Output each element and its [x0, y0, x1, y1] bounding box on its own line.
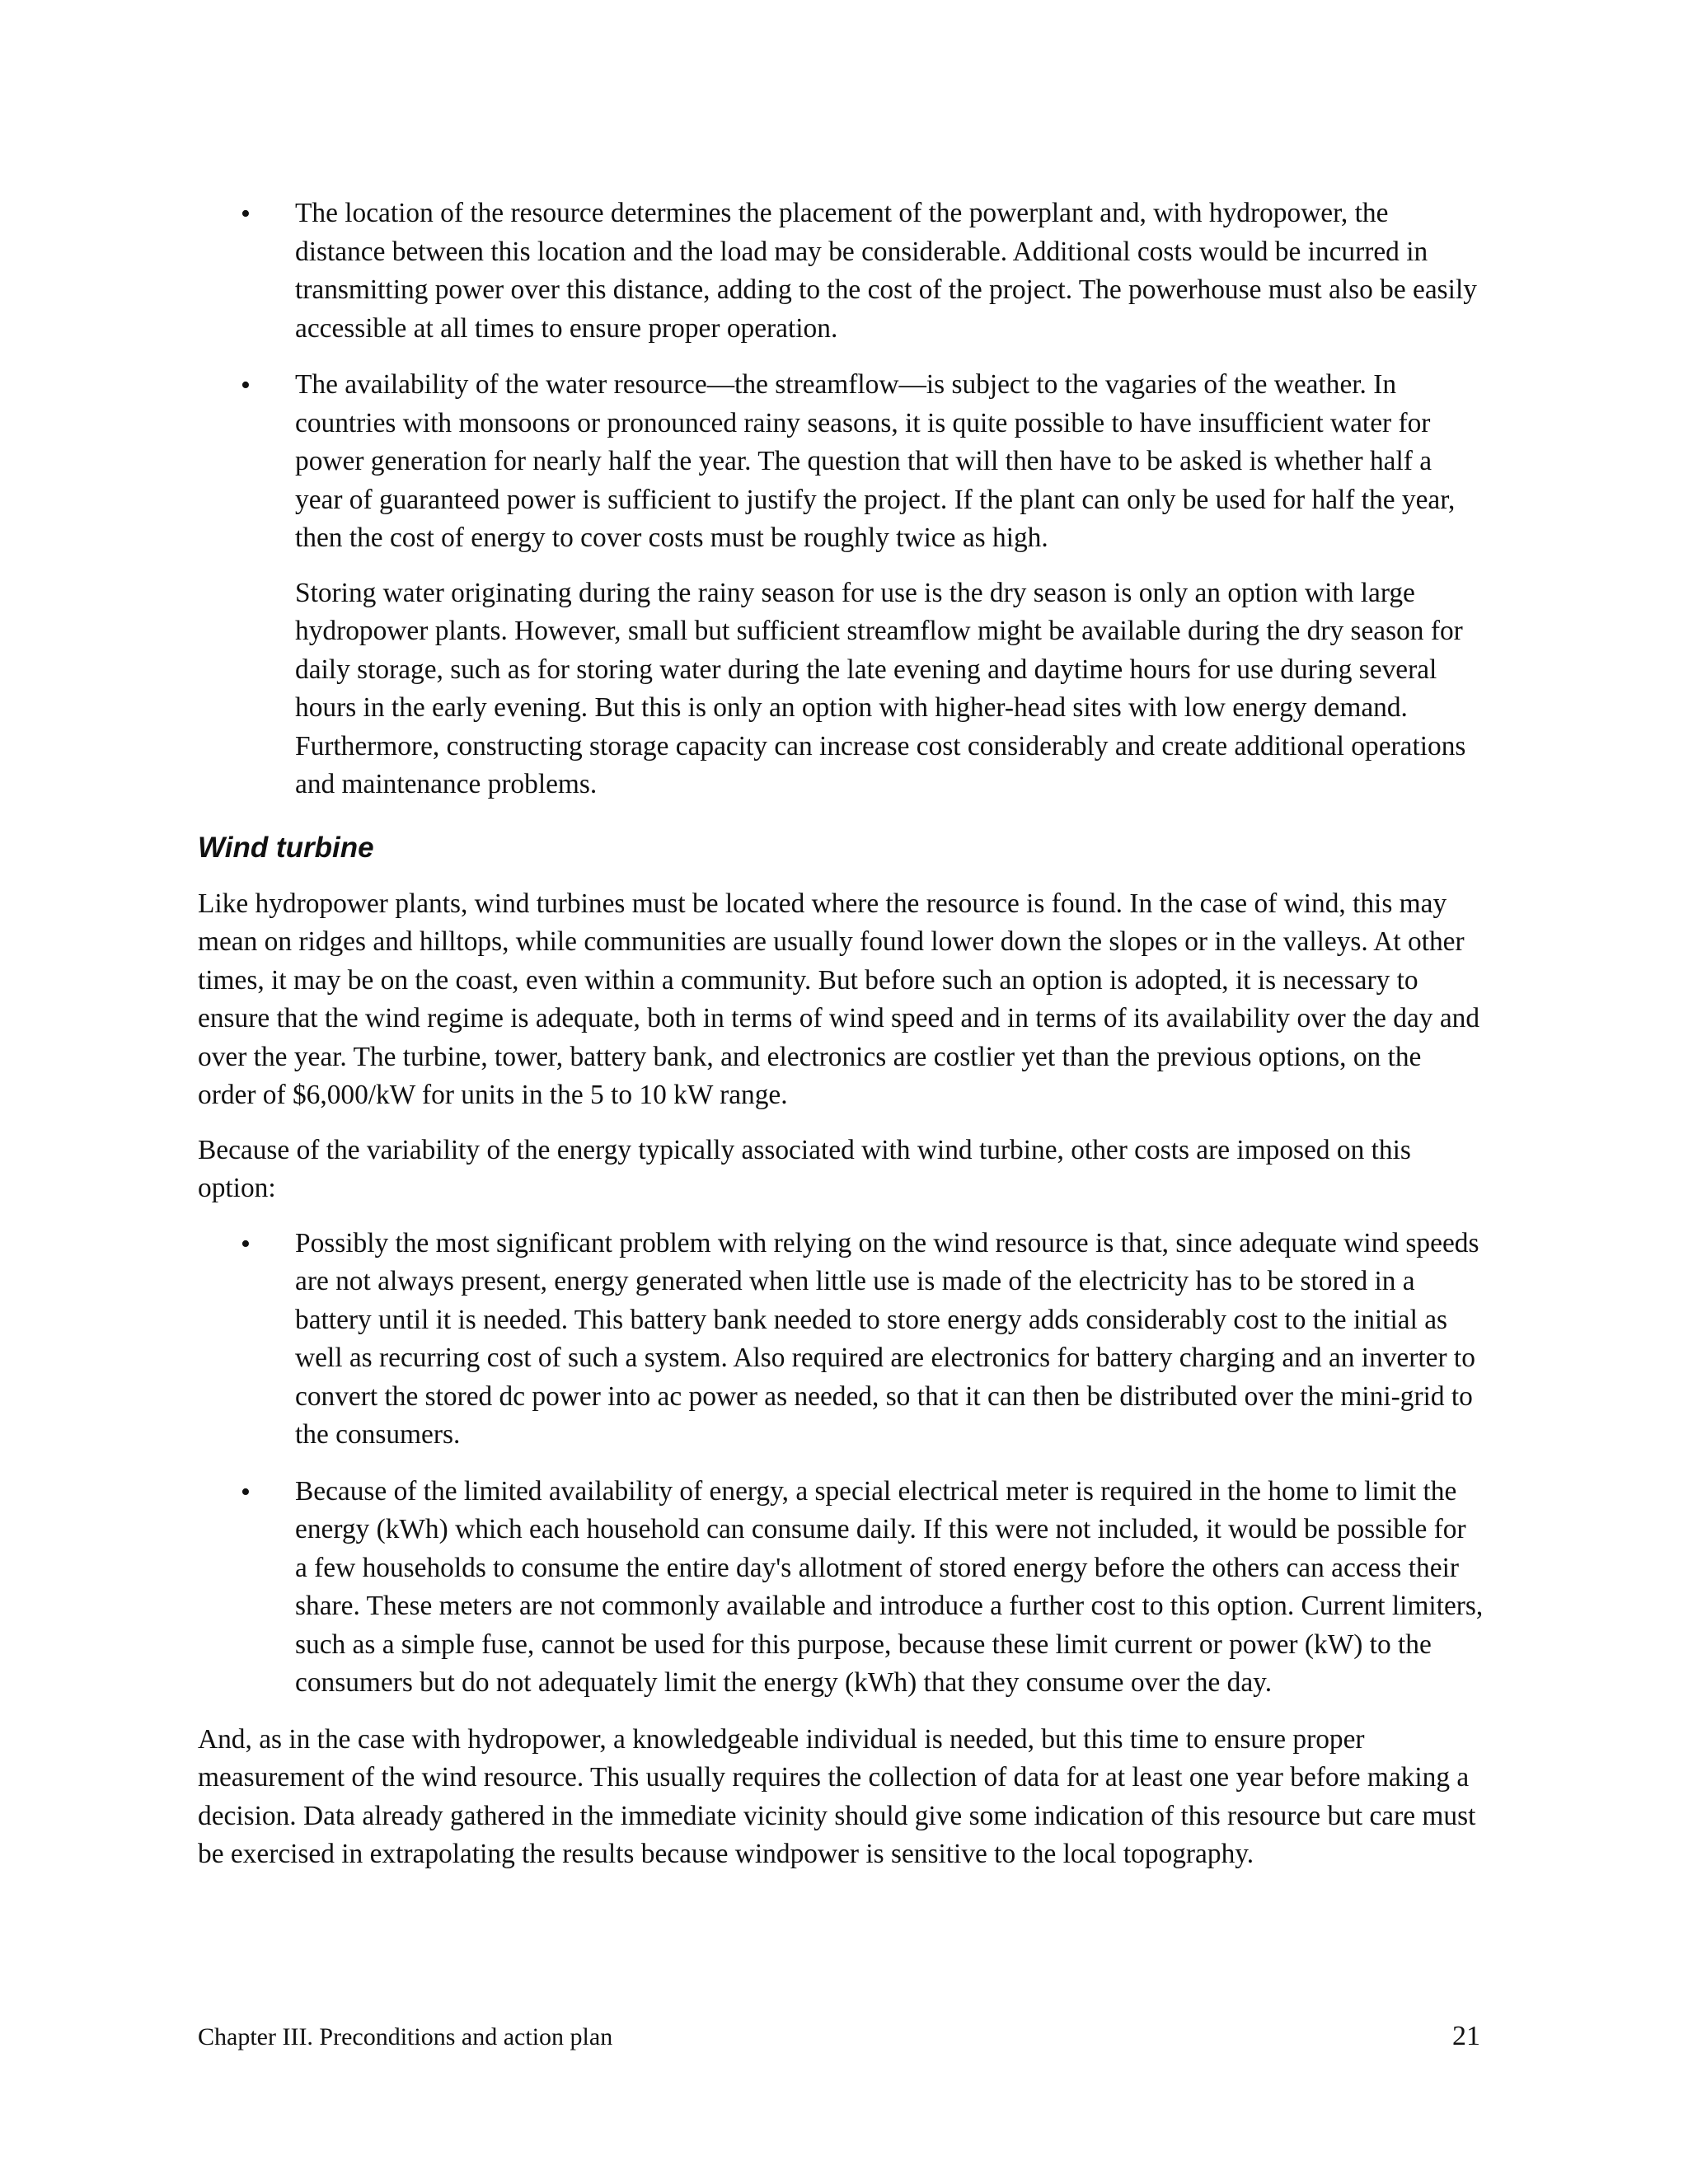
bullet-item-resource-location — [198, 194, 1484, 348]
bullet-paragraph: Because of the limited availability of energy, a special electrical meter is required in the home to limit the energy (kWh) which each household can consume daily. If this were not included, it would be possible for a few households to consume the entire day's allotment of stored energy before the others can access their share. These meters are not commonly available and introduce a further cost to this option. Current limiters, such as a simple fuse, cannot be used for this purpose, because these limit current or power (kW) to the consumers but do not adequately limit the energy (kWh) that they consume over the day. — [295, 1475, 1484, 1698]
bullet-paragraph: Possibly the most significant problem with relying on the wind resource is that, since adequate wind speeds are not always present, energy generated when little use is made of the electricity has to be stored in a battery until it is needed. This battery bank needed to store energy adds considerably cost to the initial as well as recurring cost of such a system. Also required are electronics for battery charging and an inverter to convert the stored dc power into ac power as needed, so that it can then be distributed over the mini-grid to the consumers. — [295, 1227, 1479, 1450]
bullet-paragraph: The availability of the water resource—the streamflow—is subject to the vagaries of the weather. In countries with monsoons or pronounced rainy seasons, it is quite possible to have insufficient water for power generation for nearly half the year. The question that will then have to be asked is whether half a year of guaranteed power is sufficient to justify the project. If the plant can only be used for half the year, then the cost of energy to cover costs must be roughly twice as high. — [295, 369, 1456, 553]
bullet-icon: • — [241, 370, 251, 401]
bullet-item-battery-storage — [198, 1225, 1484, 1455]
hydropower-bullet-list — [198, 194, 1484, 804]
page-body — [198, 194, 1484, 1891]
bullet-icon: • — [241, 1476, 251, 1507]
section-heading-wind-turbine: Wind turbine — [198, 831, 374, 864]
bullet-item-energy-meter — [198, 1473, 1484, 1703]
footer-chapter-title: Chapter III. Preconditions and action plan — [198, 2023, 613, 2050]
closing-paragraph: And, as in the case with hydropower, a knowledgeable individual is needed, but this time to ensure proper measurement of the wind resource. This usually requires the collection of data for at least one year before making a decision. Data already gathered in the immediate vicinity should give some indication of this resource but care must be exercised in extrapolating the results because windpower is sensitive to the local topography. — [198, 1723, 1476, 1869]
bullet-icon: • — [241, 1228, 251, 1259]
page-footer — [198, 2021, 1480, 2052]
body-paragraph: Like hydropower plants, wind turbines must be located where the resource is found. In the case of wind, this may mean on ridges and hilltops, while communities are usually found lower down the slopes or in the valleys. At other times, it may be on the coast, even within a community. But before such an option is adopted, it is necessary to ensure that the wind regime is adequate, both in terms of wind speed and in terms of its availability over the day and over the year. The turbine, tower, battery bank, and electronics are costlier yet than the previous options, on the order of $6,000/kW for units in the 5 to 10 kW range. — [198, 888, 1480, 1110]
bullet-paragraph-continued: Storing water originating during the rainy season for use is the dry season is only an option with large hydropower plants. However, small but sufficient streamflow might be available during the dry season for daily storage, such as for storing water during the late evening and daytime hours for use during several hours in the early evening. But this is only an option with higher-head sites with low energy demand. Furthermore, constructing storage capacity can increase cost considerably and create additional operations and maintenance problems. — [295, 577, 1466, 799]
page-number: 21 — [1452, 2021, 1480, 2051]
bullet-paragraph: The location of the resource determines the placement of the powerplant and, with hydropower, the distance between this location and the load may be considerable. Additional costs would be incurred in transmitting power over this distance, adding to the cost of the project. The powerhouse must also be easily accessible at all times to ensure proper operation. — [295, 198, 1477, 344]
wind-bullet-list — [198, 1225, 1484, 1703]
bullet-item-water-availability — [198, 366, 1484, 804]
body-paragraph: Because of the variability of the energy typically associated with wind turbine, other costs are imposed on this option: — [198, 1134, 1411, 1203]
bullet-icon: • — [241, 199, 251, 229]
